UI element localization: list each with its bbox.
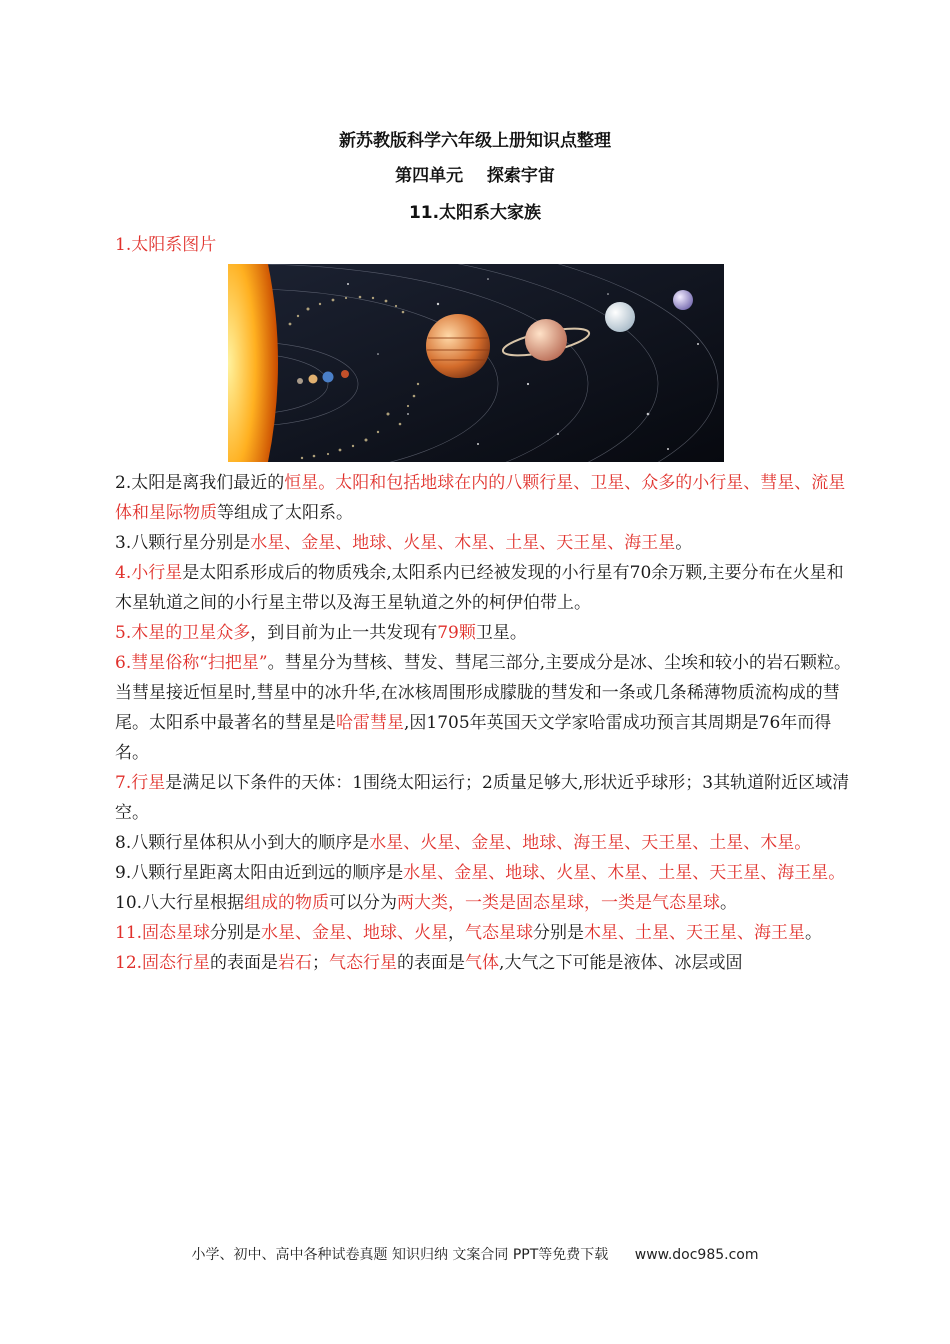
body-text: 10.八大行星根据 (115, 893, 245, 913)
body-text: 等组成了太阳系。 (217, 503, 353, 523)
content-body (115, 230, 855, 978)
highlighted-text: 7.行星 (115, 773, 166, 793)
highlighted-text: 气体 (465, 953, 500, 973)
paragraph-7 (115, 768, 855, 828)
body-text: 2.太阳是离我们最近的 (115, 473, 285, 493)
body-text: 的表面是 (210, 953, 279, 973)
highlighted-text: 水星、金星、地球、火星、木星、土星、天王星、海王星 (250, 533, 676, 553)
body-text: 可以分为 (329, 893, 398, 913)
solar-system-image (228, 264, 724, 462)
highlighted-text: 哈雷彗星 (336, 713, 404, 733)
doc-title: 新苏教版科学六年级上册知识点整理 (339, 131, 611, 151)
highlighted-text: 4.小行星 (115, 563, 183, 583)
body-text: ； (312, 953, 330, 973)
highlighted-text: 木星、土星、天王星、海王星 (584, 923, 806, 943)
paragraph-5 (115, 618, 855, 648)
paragraph-9 (115, 858, 855, 888)
paragraph-6 (115, 648, 855, 768)
body-text: ， (448, 923, 466, 943)
highlighted-text: 水星、火星、金星、地球、海王星、天王星、土星、木星。 (369, 833, 812, 853)
body-text: 分别是 (533, 923, 585, 943)
body-text: 9.八颗行星距离太阳由近到远的顺序是 (115, 863, 404, 883)
highlighted-text: 气态行星 (329, 953, 398, 973)
body-text: 3.八颗行星分别是 (115, 533, 251, 553)
body-text: 。 (805, 923, 823, 943)
paragraph-2 (115, 468, 855, 528)
body-text: 是太阳系形成后的物质残余,太阳系内已经被发现的小行星有70余万颗,主要分布在火星和木星轨道之间的小行星主带以及海王星轨道之外的柯伊伯带上。 (115, 563, 844, 613)
image-caption: 1.太阳系图片 (115, 235, 217, 255)
highlighted-text: 79颗 (437, 623, 476, 643)
body-text: 卫星。 (475, 623, 527, 643)
footer-text: 小学、初中、高中各种试卷真题 知识归纳 文案合同 PPT等免费下载 (191, 1247, 609, 1263)
highlighted-text: 12.固态行星 (115, 953, 211, 973)
footer-url: www.doc985.com (634, 1247, 759, 1263)
paragraph-10 (115, 888, 855, 918)
lesson-title: 11.太阳系大家族 (408, 203, 542, 223)
body-text: ，到目前为止一共发现有 (250, 623, 438, 643)
body-text: 分别是 (210, 923, 262, 943)
highlighted-text: 水星、金星、地球、火星 (261, 923, 449, 943)
body-text: 。彗星分为彗核、彗发、彗尾三部分,主要成分是冰、尘埃和较小的岩石颗粒。当彗星接近恒星时,彗星中的冰升华,在冰核周围形成朦胧的彗发和一条或几条稀薄物质流构成的彗尾。太阳系中最著名的彗星是 (115, 653, 852, 733)
body-text: 8.八颗行星体积从小到大的顺序是 (115, 833, 370, 853)
footer (0, 1244, 950, 1264)
body-text: 的表面是 (397, 953, 466, 973)
paragraph-8 (115, 828, 855, 858)
paragraph-4 (115, 558, 855, 618)
unit-title: 第四单元 探索宇宙 (395, 166, 555, 186)
body-text: 是满足以下条件的天体：1围绕太阳运行；2质量足够大,形状近乎球形；3其轨道附近区域清空。 (115, 773, 850, 823)
paragraph-12 (115, 948, 855, 978)
body-text: 。 (720, 893, 738, 913)
highlighted-text: 岩石 (278, 953, 313, 973)
highlighted-text: 5.木星的卫星众多 (115, 623, 251, 643)
paragraph-list (115, 468, 855, 978)
paragraph-11 (115, 918, 855, 948)
paragraph-3 (115, 528, 855, 558)
highlighted-text: 水星、金星、地球、火星、木星、土星、天王星、海王星。 (403, 863, 846, 883)
body-text: 。 (675, 533, 693, 553)
body-text: ,因1705年英国天文学家哈雷成功预言其周期是76年而得名。 (115, 713, 832, 763)
highlighted-text: 6.彗星俗称“扫把星” (115, 653, 268, 673)
highlighted-text: 恒星。太阳和包括地球在内的八颗行星、卫星、众多的小行星、彗星、流星体和星际物质 (115, 473, 846, 523)
body-text: ,大气之下可能是液体、冰层或固 (499, 953, 743, 973)
highlighted-text: 气态星球 (465, 923, 534, 943)
highlighted-text: 组成的物质 (244, 893, 330, 913)
highlighted-text: 两大类，一类是固态星球，一类是气态星球 (397, 893, 721, 913)
highlighted-text: 11.固态星球 (115, 923, 211, 943)
